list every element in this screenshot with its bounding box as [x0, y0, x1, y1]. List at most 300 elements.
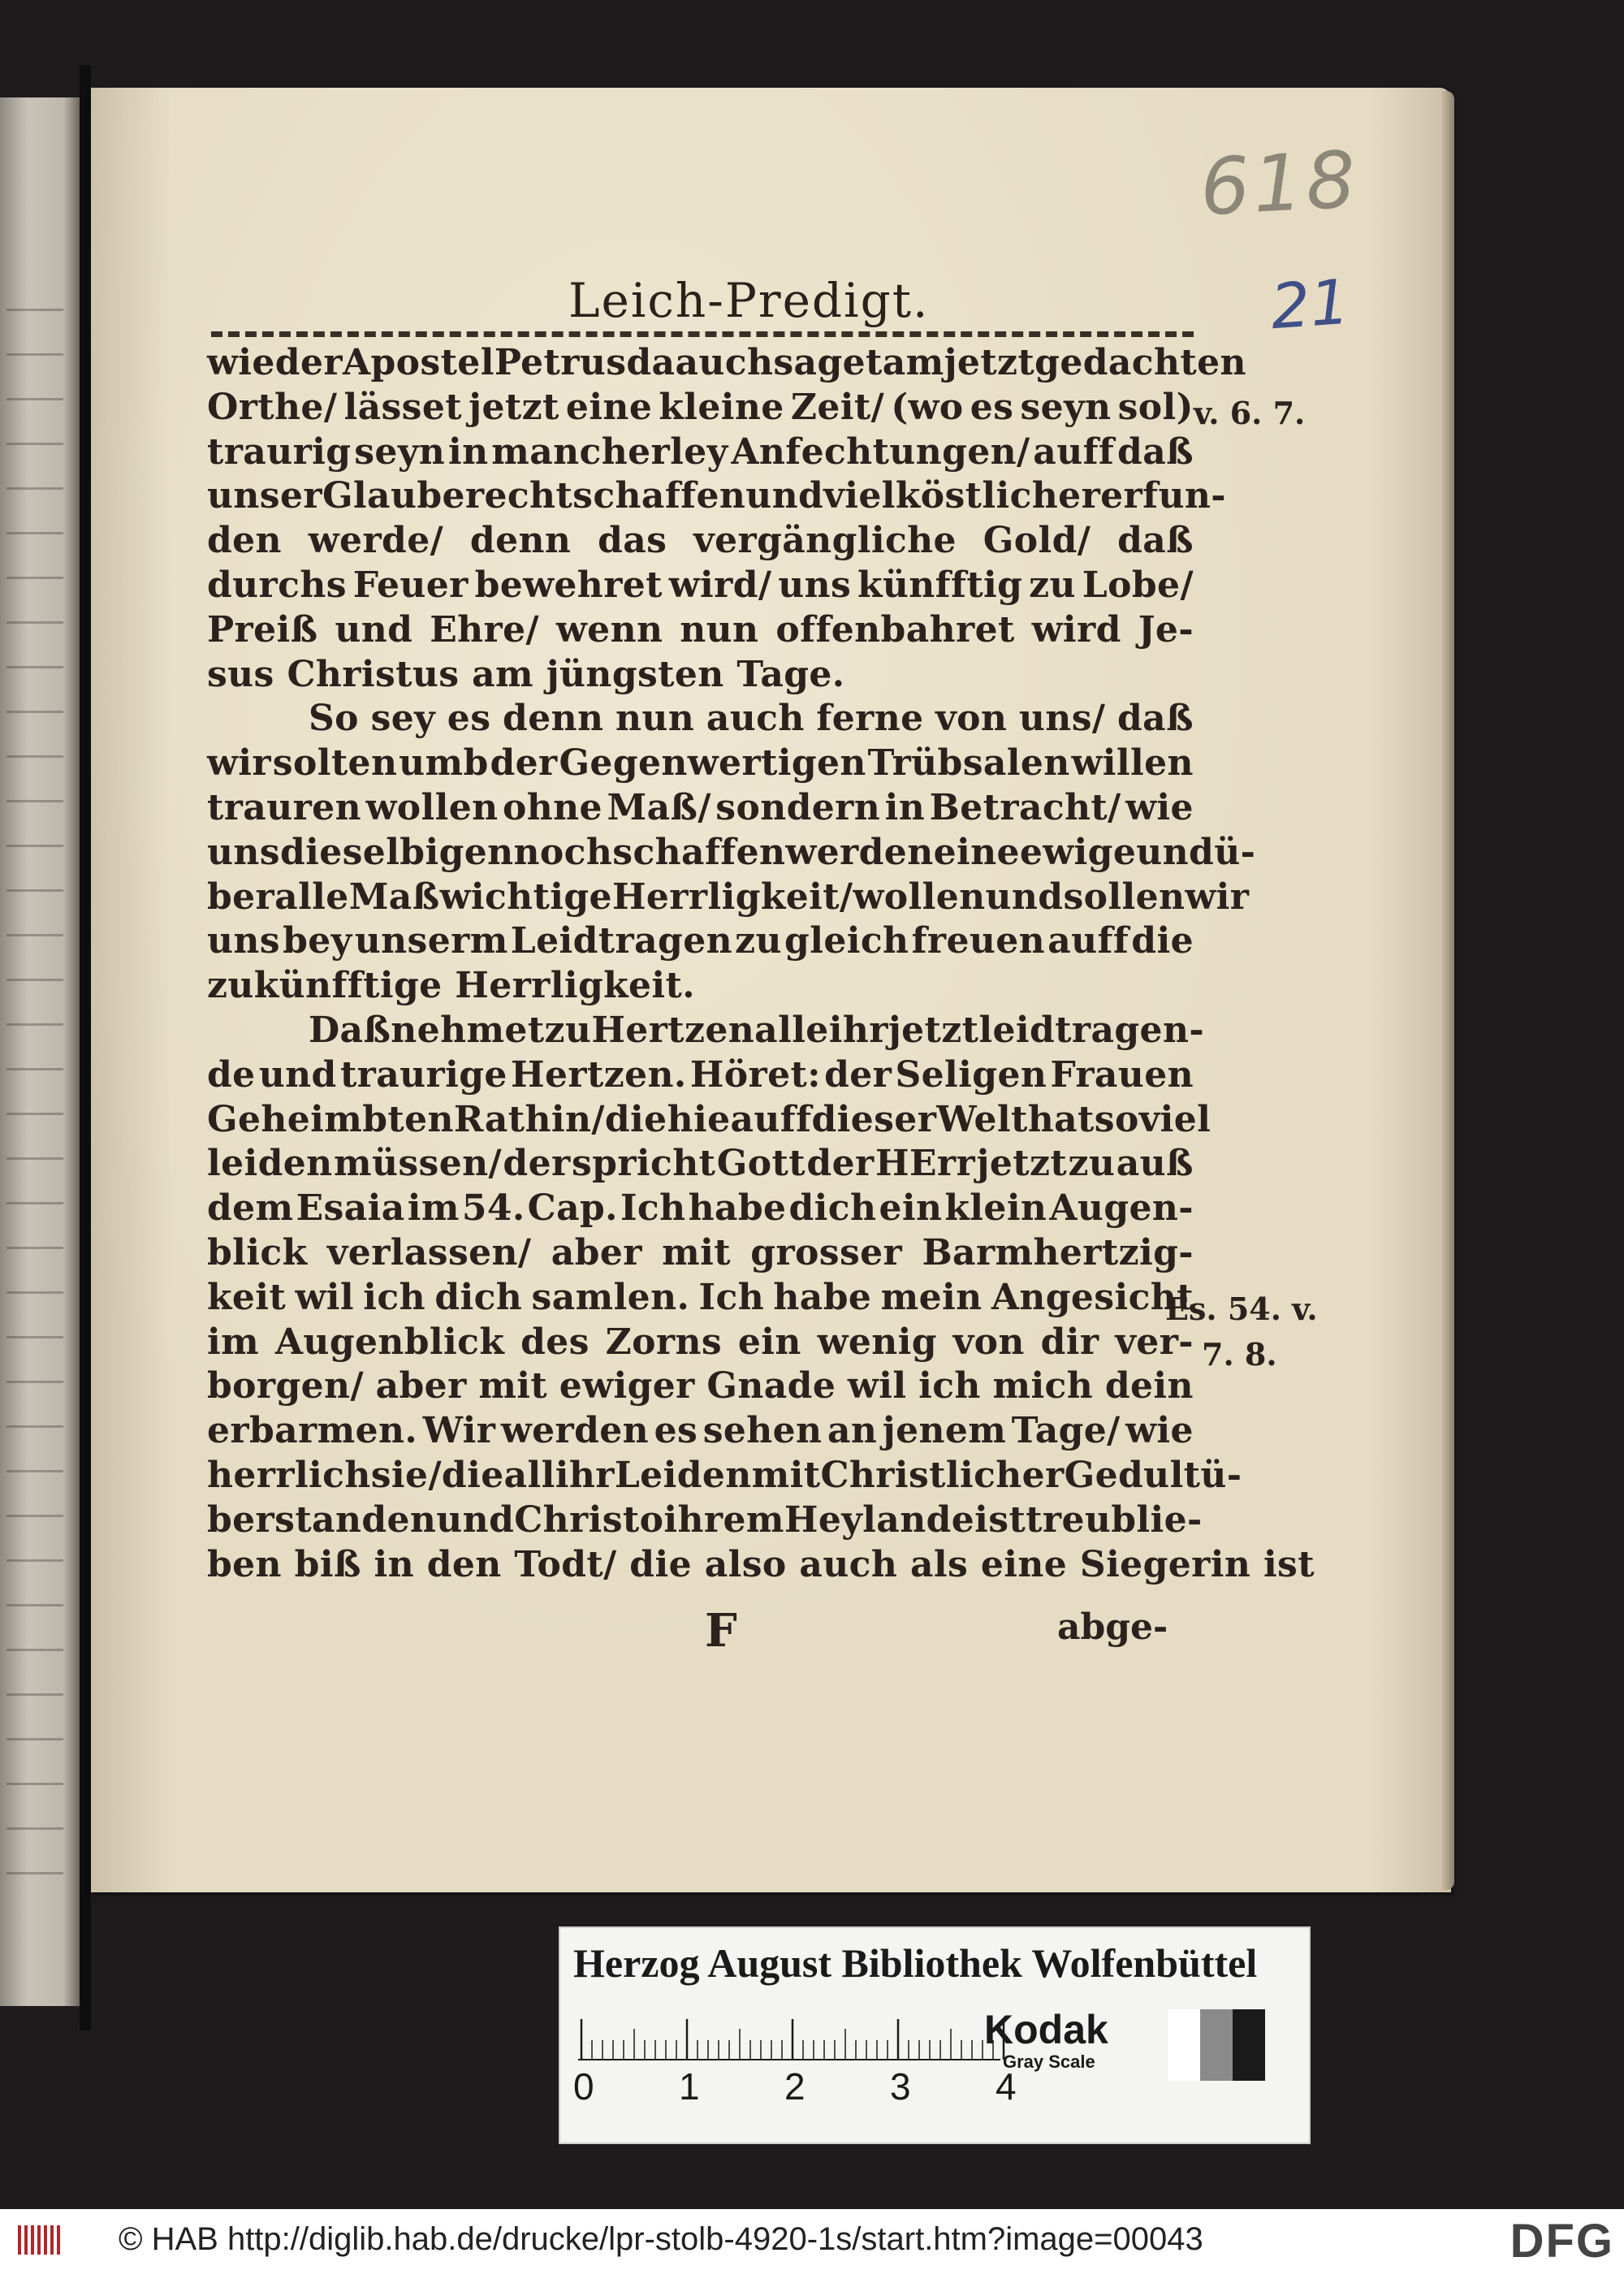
word: daß: [1117, 698, 1194, 740]
word: keit: [207, 1276, 287, 1318]
word: durchs: [207, 564, 347, 606]
word: Trübsalen: [867, 742, 1070, 785]
text-line: [207, 564, 1194, 608]
word: denn: [503, 698, 604, 740]
word: Höret:: [689, 1053, 821, 1096]
word: Esaia: [296, 1187, 405, 1230]
text-line: [207, 1231, 1194, 1276]
word: es: [447, 698, 491, 740]
word: Gott: [716, 1143, 806, 1185]
adjacent-text-line: [6, 800, 63, 802]
word: Augen-: [1049, 1187, 1194, 1230]
word: bewehret: [474, 564, 663, 606]
adjacent-text-line: [6, 443, 63, 445]
word: Apostel: [342, 342, 495, 383]
text-line: [207, 919, 1194, 964]
word: wichtige: [439, 876, 612, 918]
word: kleine: [659, 386, 784, 428]
word: Maß: [348, 876, 440, 918]
text-line: [207, 742, 1194, 786]
word: ohne: [503, 786, 603, 828]
word: daß: [1117, 520, 1194, 562]
word: ber: [207, 876, 275, 918]
word: jetzt: [976, 1143, 1068, 1185]
word: jenem: [882, 1410, 1007, 1452]
word: Glaube: [322, 475, 465, 517]
word: willen: [1071, 742, 1194, 785]
word: dein: [1104, 1365, 1194, 1407]
text-line: [207, 519, 1194, 564]
word: seyn: [1020, 386, 1112, 428]
word: grosser: [750, 1231, 903, 1273]
word: 54.: [461, 1187, 525, 1230]
word: ewiger: [559, 1365, 695, 1407]
word: von: [935, 698, 1008, 740]
word: habe: [773, 1276, 872, 1318]
adjacent-text-line: [6, 487, 63, 490]
word: Tage/: [1011, 1410, 1121, 1452]
adjacent-text-line: [6, 1023, 63, 1026]
word: borgen/: [207, 1365, 364, 1407]
word: wollen: [365, 786, 499, 828]
word: und: [985, 876, 1064, 918]
word: in: [447, 430, 489, 473]
word: vergängliche: [693, 520, 957, 562]
adjacent-text-line: [6, 1693, 63, 1696]
footer-bar: [0, 2209, 1624, 2270]
adjacent-text-line: [6, 1872, 63, 1874]
word: unserm: [354, 920, 508, 962]
word: berstanden: [207, 1498, 437, 1541]
ruler-number: 4: [996, 2065, 1017, 2108]
word: aber: [375, 1365, 467, 1407]
word: Ich: [698, 1276, 765, 1318]
word: uns: [207, 920, 280, 962]
ruler-number: 1: [679, 2065, 700, 2108]
word: Christlicher: [820, 1454, 1065, 1496]
word: in: [884, 786, 926, 828]
text-line: [207, 430, 1194, 475]
word: dich: [434, 1276, 523, 1318]
word: an: [827, 1410, 878, 1452]
word: wie: [1125, 1410, 1194, 1452]
word: Ehre/: [430, 608, 539, 651]
adjacent-text-line: [6, 1113, 63, 1115]
word: Hertzen.: [511, 1053, 687, 1096]
word: wird/: [668, 564, 772, 606]
text-line: [207, 697, 1194, 742]
word: gedachten: [1034, 342, 1246, 383]
text-line: [207, 474, 1226, 519]
text-line-content: ben biß in den Todt/ die also auch als eine Siegerin ist: [207, 1543, 1315, 1585]
word: des: [520, 1321, 590, 1363]
word: mich: [992, 1365, 1094, 1407]
text-line: [207, 341, 1246, 386]
word: so: [1094, 1098, 1139, 1140]
word: hat: [1027, 1098, 1095, 1140]
adjacent-text-line: [6, 621, 63, 624]
word: wie: [1125, 786, 1194, 828]
word: mein: [880, 1276, 983, 1318]
word: viel: [1138, 1098, 1212, 1140]
word: wollen: [853, 876, 986, 918]
text-line: [207, 1321, 1194, 1365]
adjacent-text-line: [6, 1291, 63, 1294]
adjacent-text-line: [6, 1157, 63, 1160]
word: solten: [272, 742, 398, 785]
text-line: [207, 1276, 1194, 1321]
word: künfftig: [857, 564, 1023, 606]
word: bey: [283, 920, 352, 962]
word: aber: [551, 1231, 642, 1273]
word: samlen.: [531, 1276, 690, 1318]
word: auff: [1033, 430, 1115, 473]
gray-scale-label: Gray Scale: [1003, 2052, 1095, 2072]
word: der: [503, 1143, 571, 1185]
adjacent-text-line: [6, 755, 63, 758]
adjacent-text-line: [6, 532, 63, 534]
adjacent-text-line: [6, 1738, 63, 1740]
adjacent-text-line: [6, 1202, 63, 1204]
word: Angesicht: [991, 1276, 1194, 1318]
margin-note-verse-ref: v. 6. 7.: [1194, 395, 1306, 431]
word: ich: [363, 1276, 425, 1318]
word: den: [207, 520, 282, 562]
word: leidtragen-: [978, 1009, 1204, 1051]
adjacent-text-line: [6, 1068, 63, 1070]
text-line: [207, 786, 1194, 831]
text-line: [207, 876, 1250, 920]
adjacent-text-line: [6, 1604, 63, 1606]
word: jetzt: [469, 386, 559, 428]
word: uns/: [1018, 698, 1106, 740]
text-line: [207, 608, 1194, 653]
word: dich: [788, 1187, 877, 1230]
text-line: [207, 386, 1194, 430]
running-head: Leich-Predigt.: [568, 273, 930, 328]
word: Gold/: [983, 520, 1091, 562]
word: ihr: [828, 1009, 888, 1051]
word: wil: [847, 1365, 907, 1407]
word: auch: [706, 698, 805, 740]
word: So: [309, 698, 359, 740]
signature-mark: F: [705, 1604, 737, 1658]
text-line: [207, 1543, 1315, 1588]
word: viel: [823, 475, 896, 517]
word: im: [207, 1321, 260, 1363]
word: Augenblick: [274, 1321, 505, 1363]
adjacent-text-line: [6, 1381, 63, 1383]
adjacent-text-line: [6, 1783, 63, 1785]
word: ihr: [555, 1454, 615, 1496]
word: die: [1131, 920, 1194, 962]
book-gutter: [80, 65, 91, 2030]
text-line: [207, 831, 1256, 876]
word: alle: [754, 1009, 829, 1051]
word: mit: [478, 1365, 548, 1407]
adjacent-page-text-lines: [6, 309, 71, 1852]
word: Feuer: [352, 564, 469, 606]
kodak-logo: Kodak: [984, 2007, 1108, 2052]
word: zu: [544, 1009, 592, 1051]
ruler-number: 0: [573, 2065, 594, 2108]
word: sehen: [702, 1410, 823, 1452]
word: sollen: [1063, 876, 1186, 918]
gray-patch: [1233, 2009, 1265, 2081]
word: offenbahret: [775, 608, 1015, 651]
word: ü-: [1200, 1454, 1242, 1496]
word: dem: [207, 1187, 294, 1230]
word: sol): [1117, 386, 1194, 428]
word: ist: [974, 1498, 1026, 1541]
word: blie-: [1111, 1498, 1203, 1541]
word: werden: [500, 1410, 650, 1452]
word: die: [604, 1098, 667, 1140]
word: sie/: [370, 1454, 442, 1496]
adjacent-text-line: [6, 398, 63, 400]
word: am: [882, 342, 944, 383]
word: leiden: [207, 1143, 333, 1185]
adjacent-text-line: [6, 353, 63, 356]
text-line: [207, 1364, 1194, 1409]
text-line: [207, 653, 1194, 698]
word: Ich: [620, 1187, 686, 1230]
word: zu: [735, 920, 782, 962]
adjacent-text-line: [6, 711, 63, 713]
word: Petrus: [494, 342, 627, 383]
word: Je-: [1138, 608, 1194, 651]
word: auch: [675, 342, 774, 383]
word: Zorns: [605, 1321, 723, 1363]
text-line-content: sus Christus am jüngsten Tage.: [207, 653, 845, 695]
gray-scale-patches: [1168, 2009, 1265, 2081]
word: Maß/: [607, 786, 711, 828]
word: wir: [1185, 876, 1250, 918]
word: müssen/: [334, 1143, 502, 1185]
word: wir: [207, 742, 271, 785]
word: sondern: [715, 786, 881, 828]
word: ver-: [1115, 1321, 1194, 1363]
word: Frauen: [1050, 1053, 1194, 1096]
ruler-number: 2: [784, 2065, 806, 2108]
text-line: [207, 1098, 1212, 1143]
adjacent-text-line: [6, 1336, 63, 1338]
margin-note-esaia-verses: 7. 8.: [1202, 1336, 1277, 1373]
word: Leiden: [614, 1454, 752, 1496]
word: das: [598, 520, 667, 562]
text-line-content: zukünfftige Herrligkeit.: [207, 965, 695, 1007]
word: all: [503, 1454, 555, 1496]
header-rule: [211, 331, 1194, 337]
word: Barmhertzig-: [922, 1231, 1194, 1273]
word: blick: [207, 1231, 308, 1273]
ink-folio-number: 21: [1268, 265, 1352, 344]
adjacent-text-line: [6, 1470, 63, 1472]
word: erbarmen.: [207, 1410, 418, 1452]
word: wenig: [817, 1321, 937, 1363]
word: nun: [680, 608, 759, 651]
word: zu: [1068, 1143, 1116, 1185]
hab-logo-icon: [18, 2223, 67, 2257]
word: wie: [207, 342, 275, 383]
word: klein: [944, 1187, 1047, 1230]
adjacent-text-line: [6, 1247, 63, 1249]
word: der: [274, 342, 343, 383]
copyright-url[interactable]: © HAB http://diglib.hab.de/drucke/lpr-stolb-4920-1s/start.htm?image=00043: [119, 2221, 1203, 2257]
word: rechtschaffen: [464, 475, 746, 517]
word: Preiß: [207, 608, 318, 651]
word: auff: [730, 1098, 812, 1140]
text-line: [207, 1009, 1204, 1053]
word: de: [207, 1053, 256, 1096]
text-line: [207, 1142, 1194, 1187]
word: treu: [1026, 1498, 1112, 1541]
word: Zeit/: [790, 386, 885, 428]
word: werden: [785, 831, 934, 873]
word: dieser: [811, 1098, 937, 1140]
text-line: [207, 964, 1194, 1009]
word: Anfechtungen/: [731, 430, 1030, 473]
adjacent-text-line: [6, 1649, 63, 1651]
word: mit: [662, 1231, 731, 1273]
word: mit: [751, 1454, 821, 1496]
word: wenn: [555, 608, 663, 651]
word: spricht: [572, 1143, 716, 1185]
word: habe: [688, 1187, 787, 1230]
word: schaffen: [612, 831, 786, 873]
word: Seligen: [895, 1053, 1047, 1096]
word: ü-: [1214, 831, 1256, 873]
word: auff: [1047, 920, 1129, 962]
word: hie: [667, 1098, 731, 1140]
word: zu: [1029, 564, 1076, 606]
ruler-number: 3: [890, 2065, 911, 2108]
word: sey: [370, 698, 436, 740]
word: der: [824, 1053, 892, 1096]
word: Lobe/: [1082, 564, 1194, 606]
word: ferne: [816, 698, 924, 740]
word: Christo: [514, 1498, 664, 1541]
library-name: Herzog August Bibliothek Wolfenbüttel: [573, 1940, 1258, 1986]
margin-note-esaia-ref: Es. 54. v.: [1165, 1291, 1318, 1327]
adjacent-text-line: [6, 1515, 63, 1517]
word: (wo: [891, 386, 964, 428]
adjacent-text-line: [6, 577, 63, 579]
gray-patch: [1200, 2009, 1233, 2081]
word: von: [952, 1321, 1025, 1363]
gray-patch: [1168, 2009, 1200, 2081]
adjacent-text-line: [6, 1827, 63, 1830]
color-scale-card: [559, 1926, 1311, 2144]
word: daß: [1117, 430, 1194, 473]
adjacent-text-line: [6, 889, 63, 892]
word: Orthe/: [207, 386, 338, 428]
word: dir: [1040, 1321, 1099, 1363]
adjacent-text-line: [6, 845, 63, 847]
word: gleich: [784, 920, 909, 962]
word: der: [806, 1143, 875, 1185]
adjacent-text-line: [6, 934, 63, 936]
adjacent-left-page: [0, 97, 80, 2006]
word: Gnade: [706, 1365, 836, 1407]
word: eine: [933, 831, 1020, 873]
word: denn: [469, 520, 572, 562]
word: es: [654, 1410, 698, 1452]
word: Cap.: [527, 1187, 618, 1230]
word: Herrligkeit/: [611, 876, 853, 918]
word: Heylande: [784, 1498, 975, 1541]
word: Wir: [422, 1410, 496, 1452]
word: dieselbigen: [279, 831, 514, 873]
adjacent-text-line: [6, 666, 63, 668]
word: umb: [399, 742, 489, 785]
word: Welt: [936, 1098, 1028, 1140]
dfg-logo: DFG: [1510, 2215, 1614, 2268]
word: ein: [737, 1321, 801, 1363]
word: Gegenwertigen: [559, 742, 866, 785]
word: traurige: [339, 1053, 508, 1096]
pencil-folio-number: 618: [1198, 133, 1362, 234]
word: auß: [1116, 1143, 1194, 1185]
word: Gedult: [1064, 1454, 1201, 1496]
word: freuen: [911, 920, 1046, 962]
word: lässet: [343, 386, 462, 428]
word: im: [407, 1187, 460, 1230]
text-line: [207, 1187, 1194, 1231]
text-line: [207, 1454, 1242, 1498]
word: Daß: [309, 1009, 391, 1051]
word: saget: [773, 342, 883, 383]
word: und: [335, 608, 413, 651]
word: und: [745, 475, 824, 517]
word: alle: [274, 876, 349, 918]
word: unser: [207, 475, 322, 517]
word: der: [490, 742, 558, 785]
text-line: [207, 1053, 1194, 1098]
word: wird: [1031, 608, 1121, 651]
word: nun: [615, 698, 695, 740]
word: wil: [295, 1276, 354, 1318]
page-edge: [1441, 91, 1454, 1890]
adjacent-text-line: [6, 1559, 63, 1562]
word: uns: [207, 831, 280, 873]
word: seyn: [354, 430, 446, 473]
text-line: [207, 1409, 1194, 1454]
word: ewige: [1019, 831, 1137, 873]
adjacent-text-line: [6, 1425, 63, 1428]
word: und: [258, 1053, 337, 1096]
word: es: [970, 386, 1014, 428]
word: und: [1136, 831, 1215, 873]
word: da: [626, 342, 676, 383]
word: nehmet: [391, 1009, 545, 1051]
word: verlassen/: [326, 1231, 532, 1273]
word: traurig: [207, 430, 352, 473]
catchword: abge-: [1057, 1606, 1168, 1648]
word: Rathin/: [453, 1098, 605, 1140]
word: eine: [565, 386, 653, 428]
word: Hertzen: [591, 1009, 755, 1051]
word: ihrem: [663, 1498, 784, 1541]
word: noch: [513, 831, 613, 873]
word: Betracht/: [929, 786, 1121, 828]
word: ich: [918, 1365, 981, 1407]
word: jetzt: [944, 342, 1035, 383]
text-line: [207, 1498, 1203, 1543]
word: köstlicher: [895, 475, 1101, 517]
adjacent-text-line: [6, 979, 63, 981]
word: jetzt: [888, 1009, 979, 1051]
